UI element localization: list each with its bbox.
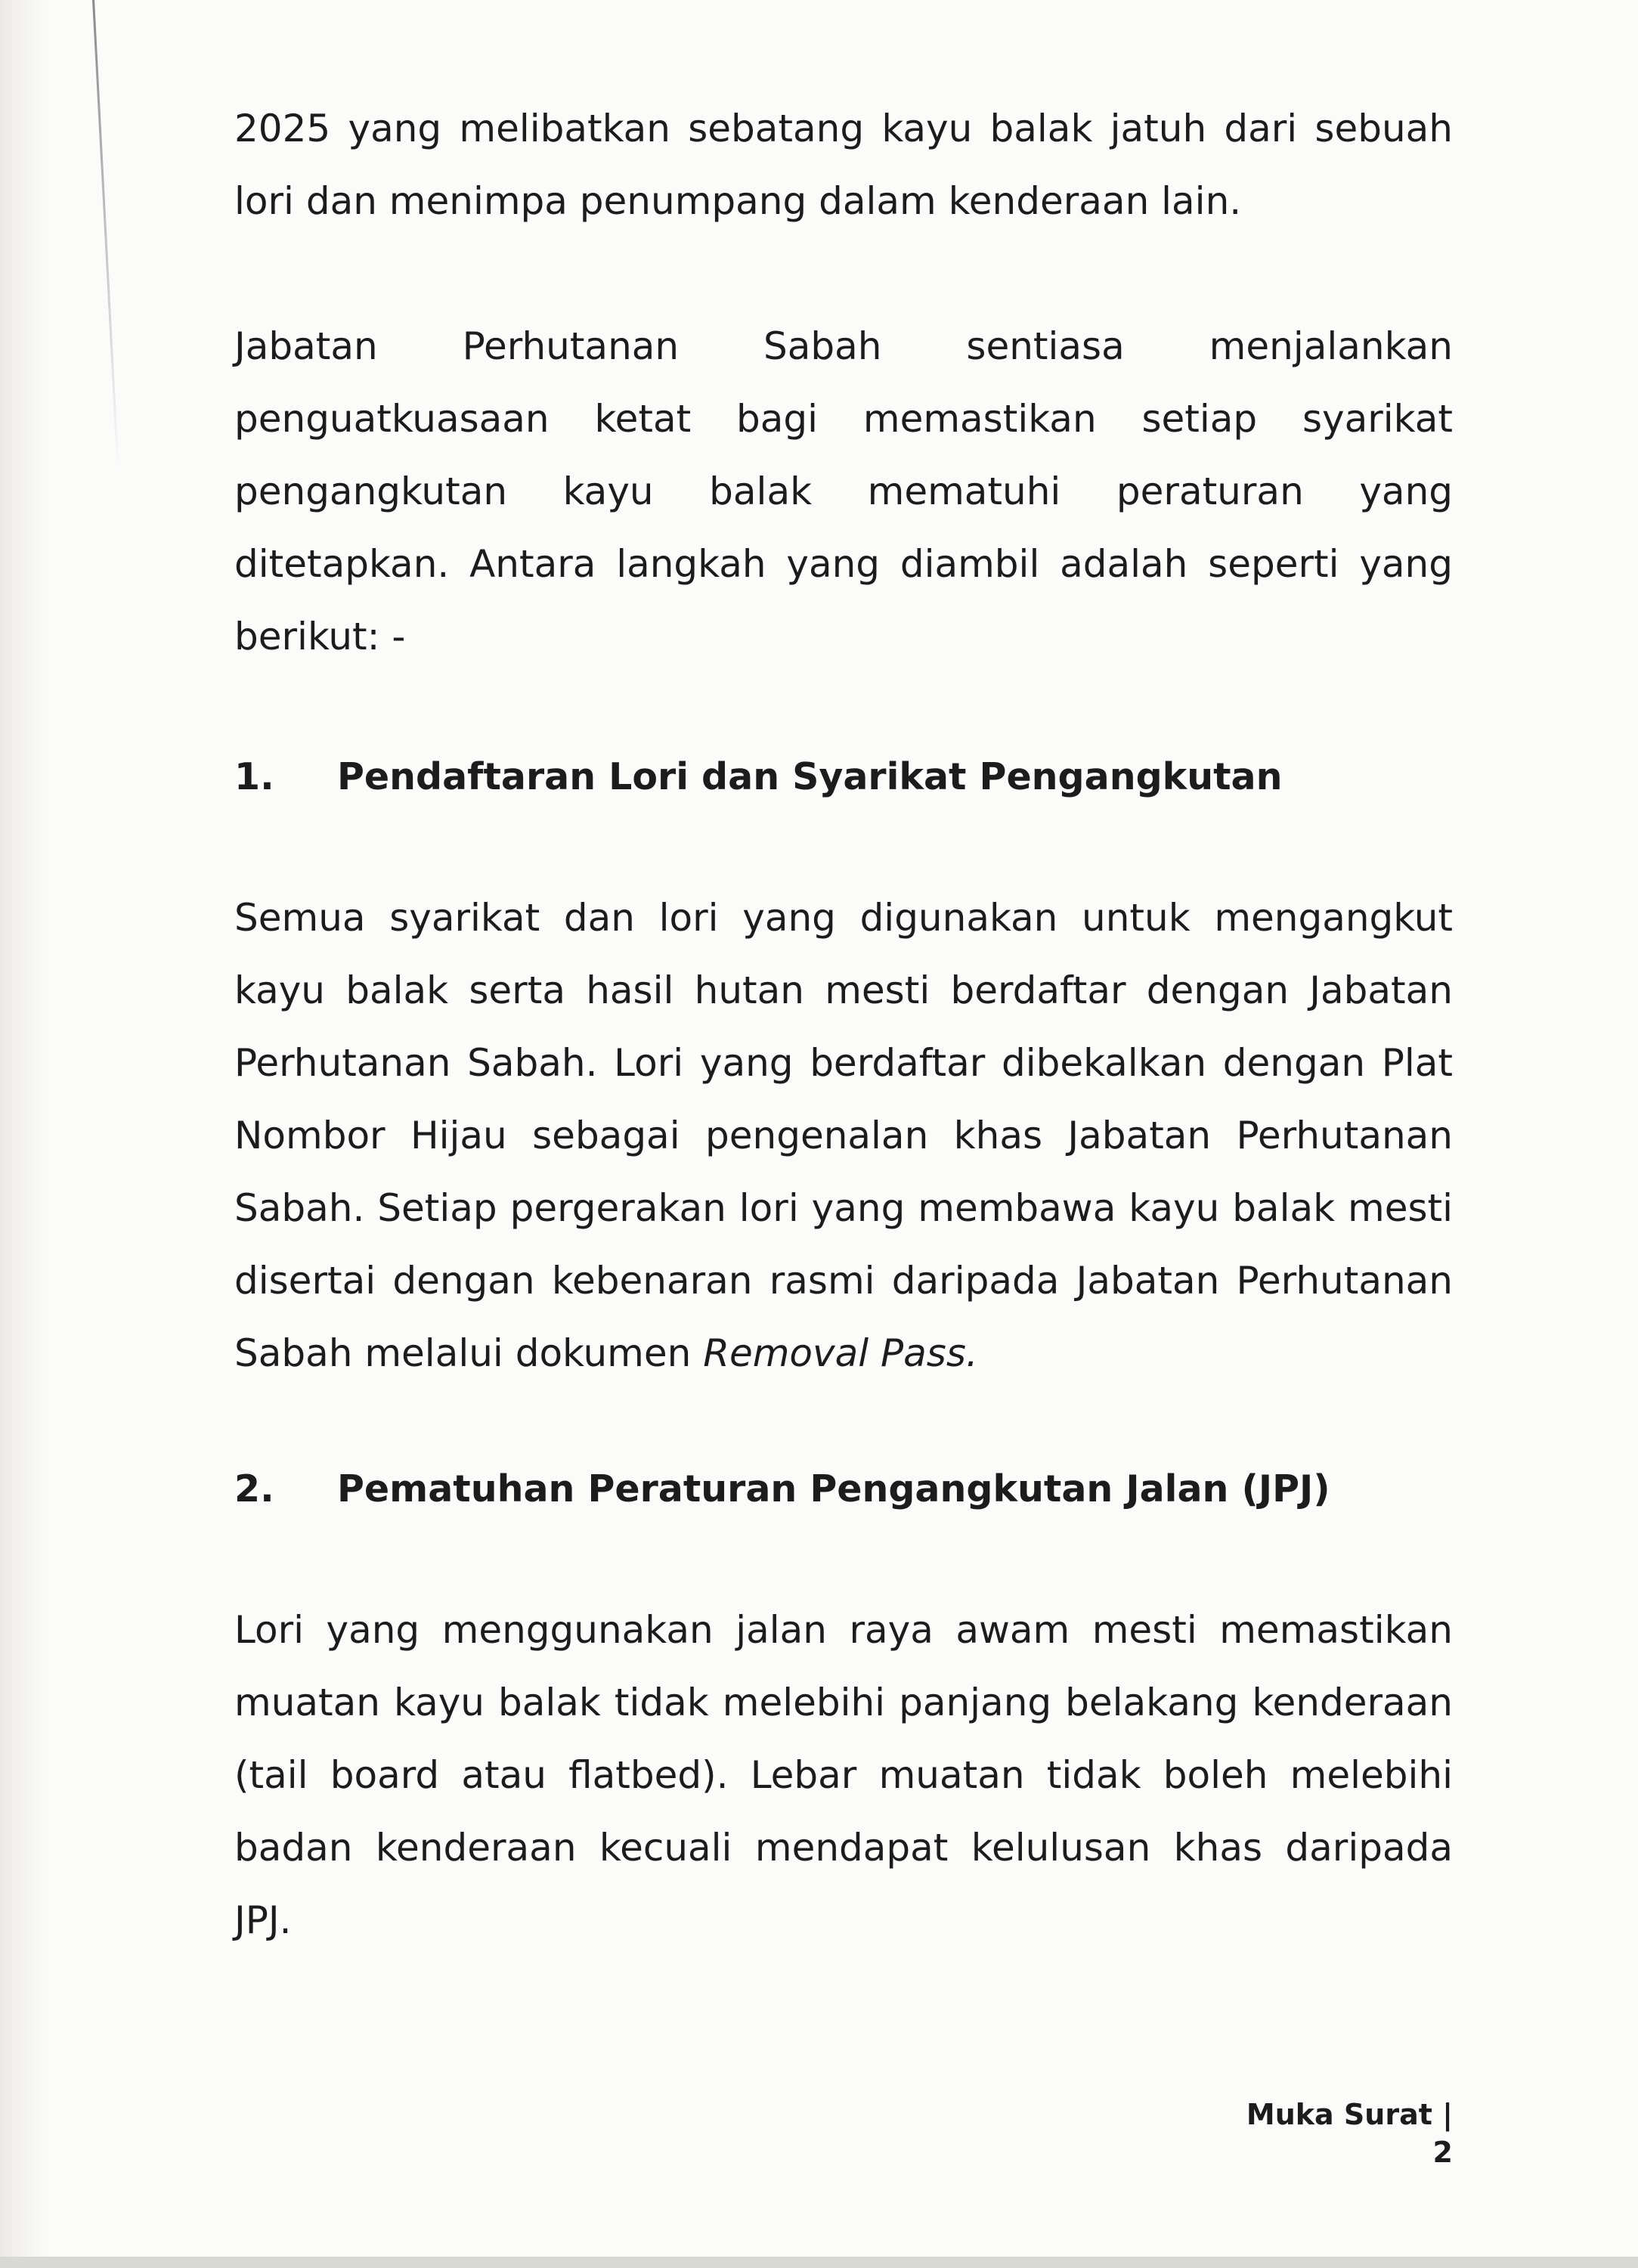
intro-paragraph: 2025 yang melibatkan sebatang kayu balak jatuh dari sebuah lori dan menimpa penumpang dalam kenderaan lain. <box>234 107 1453 223</box>
removal-pass-term: Removal Pass. <box>703 1331 978 1375</box>
section-1-heading <box>234 751 1453 804</box>
section-2-body: Lori yang menggunakan jalan raya awam mesti memastikan muatan kayu balak tidak melebihi panjang belakang kenderaan (tail board atau flatbed). Lebar muatan tidak boleh melebihi badan kenderaan kecuali mendapat kelulusan khas daripada JPJ. <box>234 1608 1453 1942</box>
measures-paragraph: Jabatan Perhutanan Sabah sentiasa menjalankan penguatkuasaan ketat bagi memastikan setiap syarikat pengangkutan kayu balak mematuhi peraturan yang ditetapkan. Antara langkah yang diambil adalah seperti yang berikut: - <box>234 324 1453 658</box>
page-left-shadow <box>0 0 45 2268</box>
page-bottom-edge <box>0 2257 1638 2268</box>
section-1-title: Pendaftaran Lori dan Syarikat Pengangkutan <box>337 755 1283 798</box>
section-1-body <box>234 881 1453 1390</box>
page-number-footer: Muka Surat | 2 <box>1246 2098 1453 2169</box>
section-2-number: 2. <box>234 1467 274 1510</box>
section-2-title: Pematuhan Peraturan Pengangkutan Jalan (JPJ) <box>337 1467 1330 1510</box>
section-2-heading <box>234 1463 1453 1516</box>
section-1-number: 1. <box>234 755 274 798</box>
page-edge-line <box>92 0 119 468</box>
section-1-body-text: Semua syarikat dan lori yang digunakan untuk mengangkut kayu balak serta hasil hutan mesti berdaftar dengan Jabatan Perhutanan Sabah. Lori yang berdaftar dibekalkan dengan Plat Nombor Hijau sebagai pengenalan khas Jabatan Perhutanan Sabah. Setiap pergerakan lori yang membawa kayu balak mesti disertai dengan kebenaran rasmi daripada Jabatan Perhutanan Sabah melalui dokumen <box>234 896 1453 1375</box>
